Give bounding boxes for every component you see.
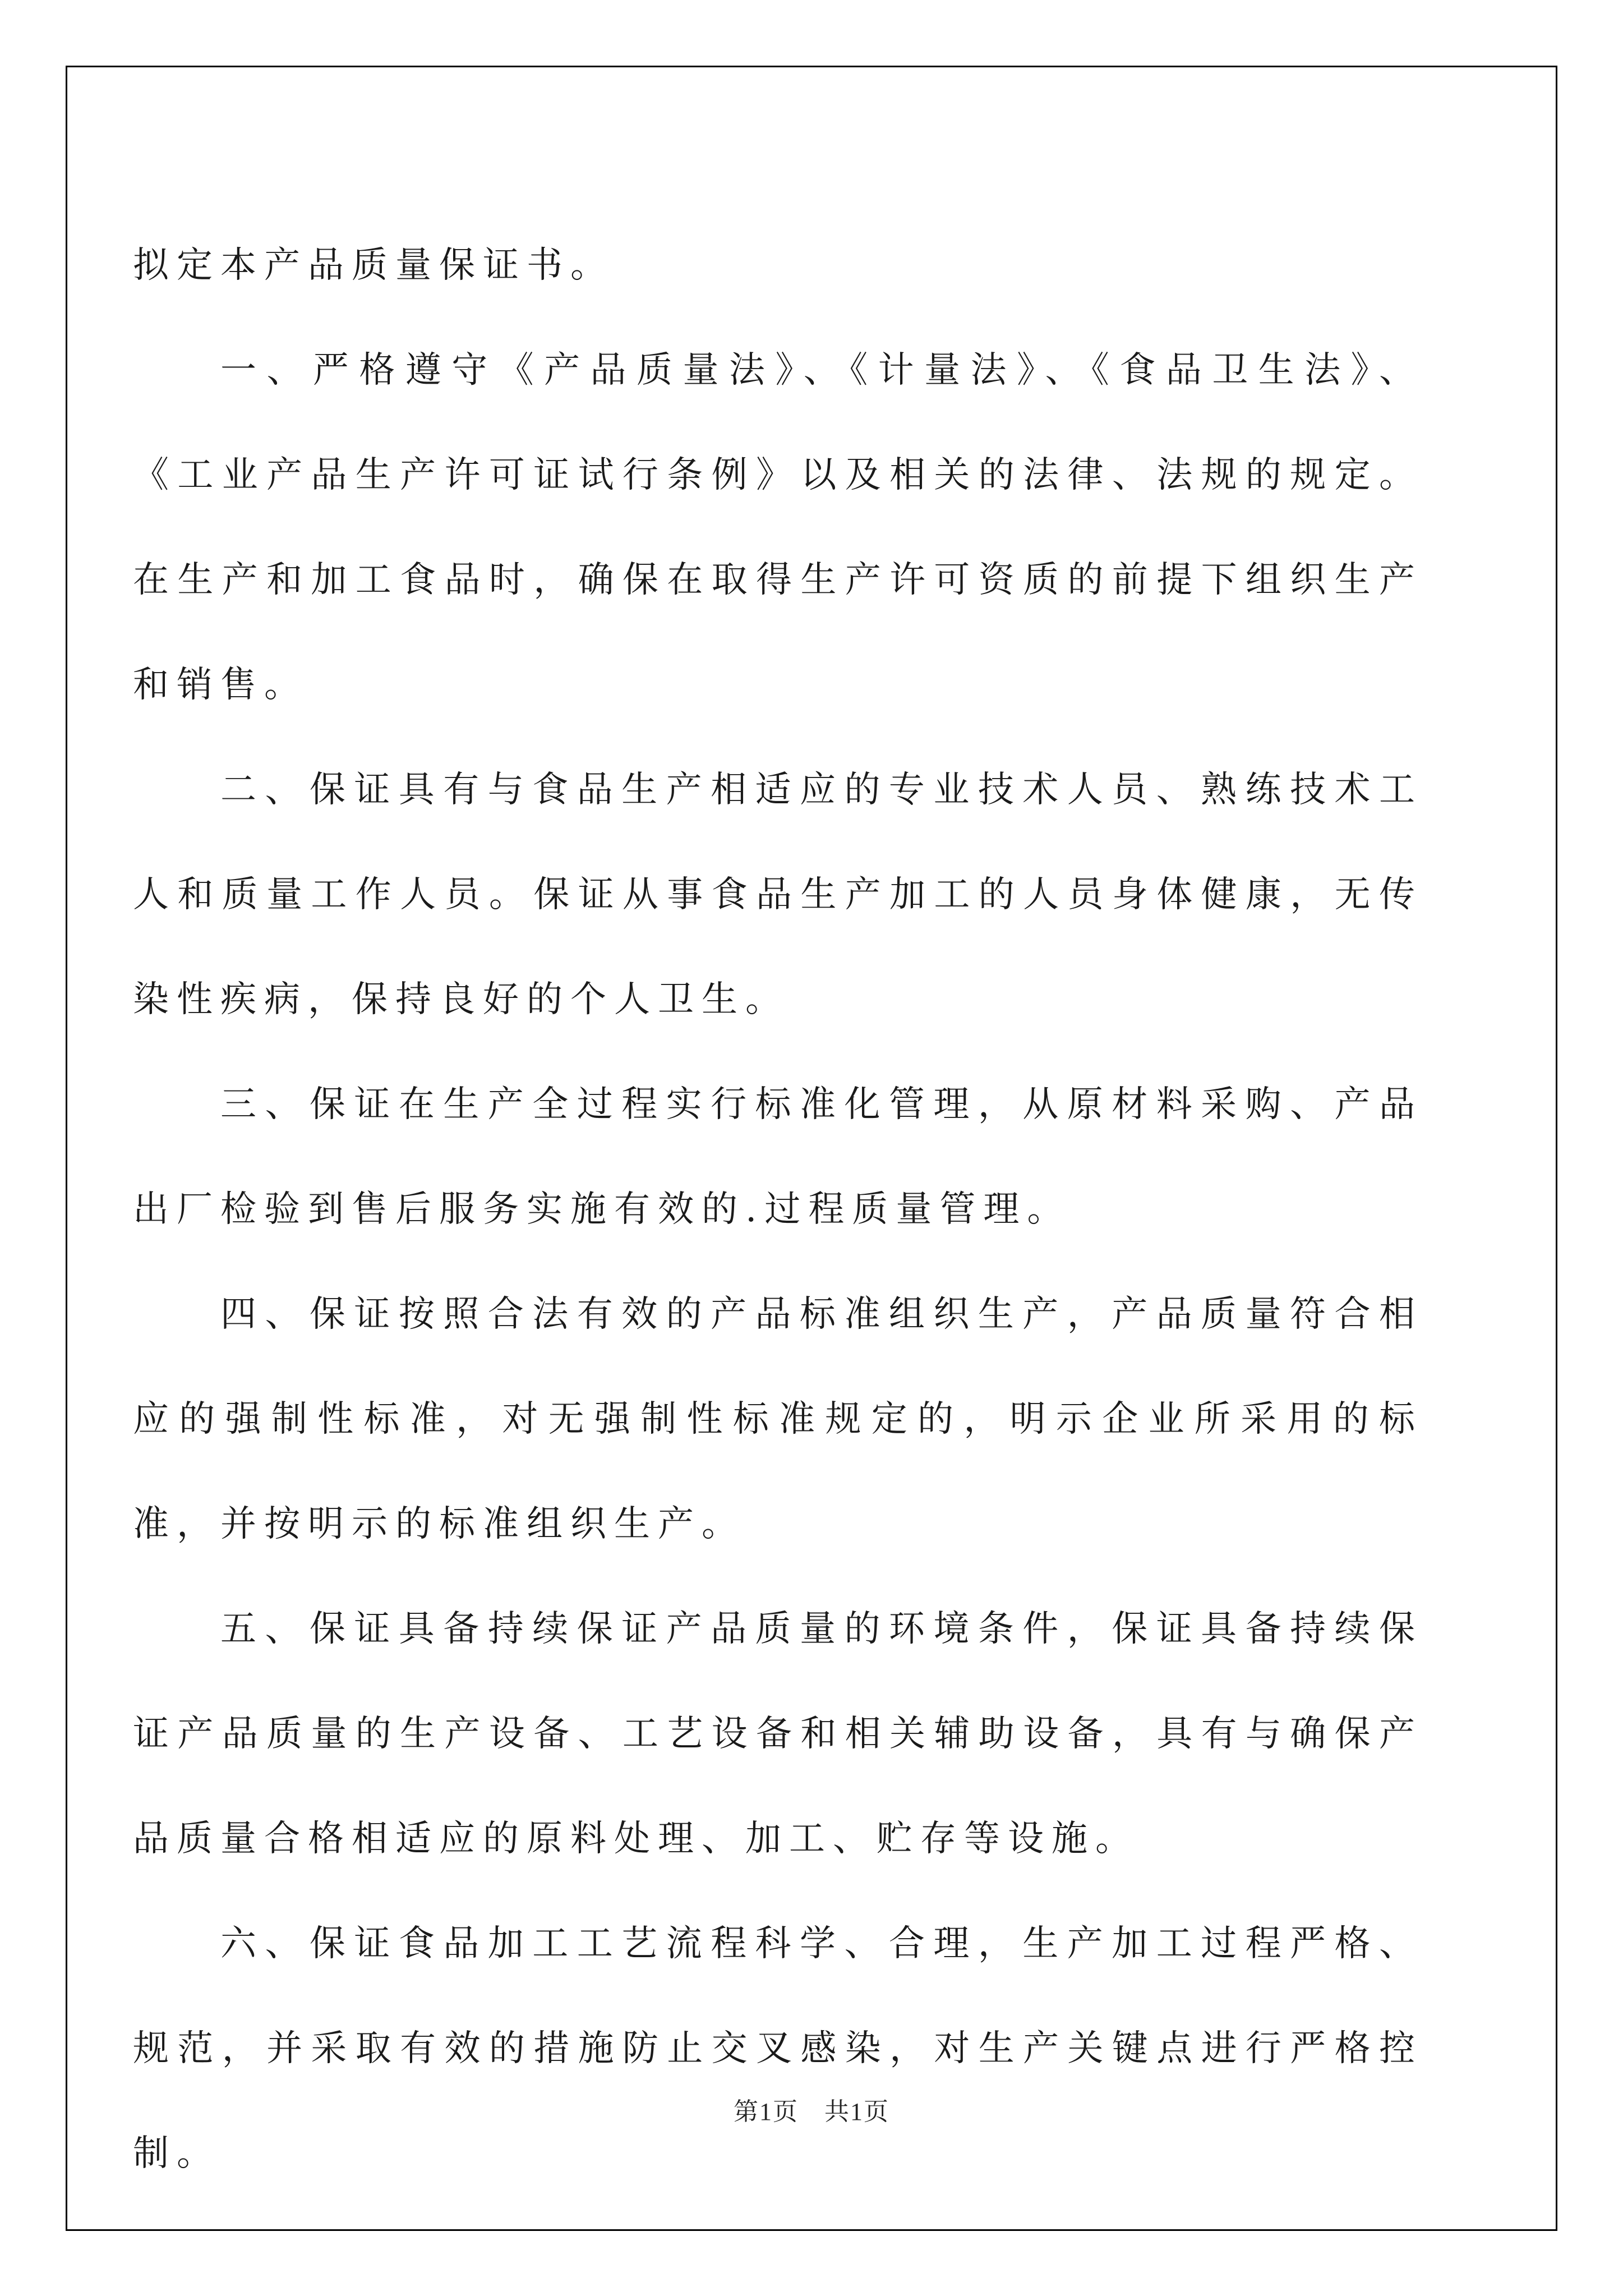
paragraph-intro: 拟定本产品质量保证书。 bbox=[133, 245, 614, 286]
paragraph-clause-1: 一、严格遵守《产品质量法》、《计量法》、《食品卫生法》、《工业产品生产许可证试行条例》以及相关的法律、法规的规定。在生产和加工食品时，确保在取得生产许可资质的前提下组织生产和销售。 bbox=[133, 349, 1423, 706]
paragraph-clause-5: 五、保证具备持续保证产品质量的环境条件，保证具备持续保证产品质量的生产设备、工艺设备和相关辅助设备，具有与确保产品质量合格相适应的原料处理、加工、贮存等设施。 bbox=[133, 1608, 1423, 1860]
document-body bbox=[133, 213, 1423, 2206]
paragraph-clause-2: 二、保证具有与食品生产相适应的专业技术人员、熟练技术工人和质量工作人员。保证从事食品生产加工的人员身体健康，无传染性疾病，保持良好的个人卫生。 bbox=[133, 769, 1423, 1020]
paragraph-clause-3: 三、保证在生产全过程实行标准化管理，从原材料采购、产品出厂检验到售后服务实施有效的.过程质量管理。 bbox=[133, 1084, 1423, 1230]
paragraph-clause-6: 六、保证食品加工工艺流程科学、合理，生产加工过程严格、规范，并采取有效的措施防止交叉感染，对生产关键点进行严格控制。 bbox=[133, 1923, 1423, 2174]
paragraph-clause-4: 四、保证按照合法有效的产品标准组织生产，产品质量符合相应的强制性标准，对无强制性标准规定的，明示企业所采用的标准，并按明示的标准组织生产。 bbox=[133, 1294, 1423, 1545]
page-footer: 第1页 共1页 bbox=[734, 2098, 889, 2125]
